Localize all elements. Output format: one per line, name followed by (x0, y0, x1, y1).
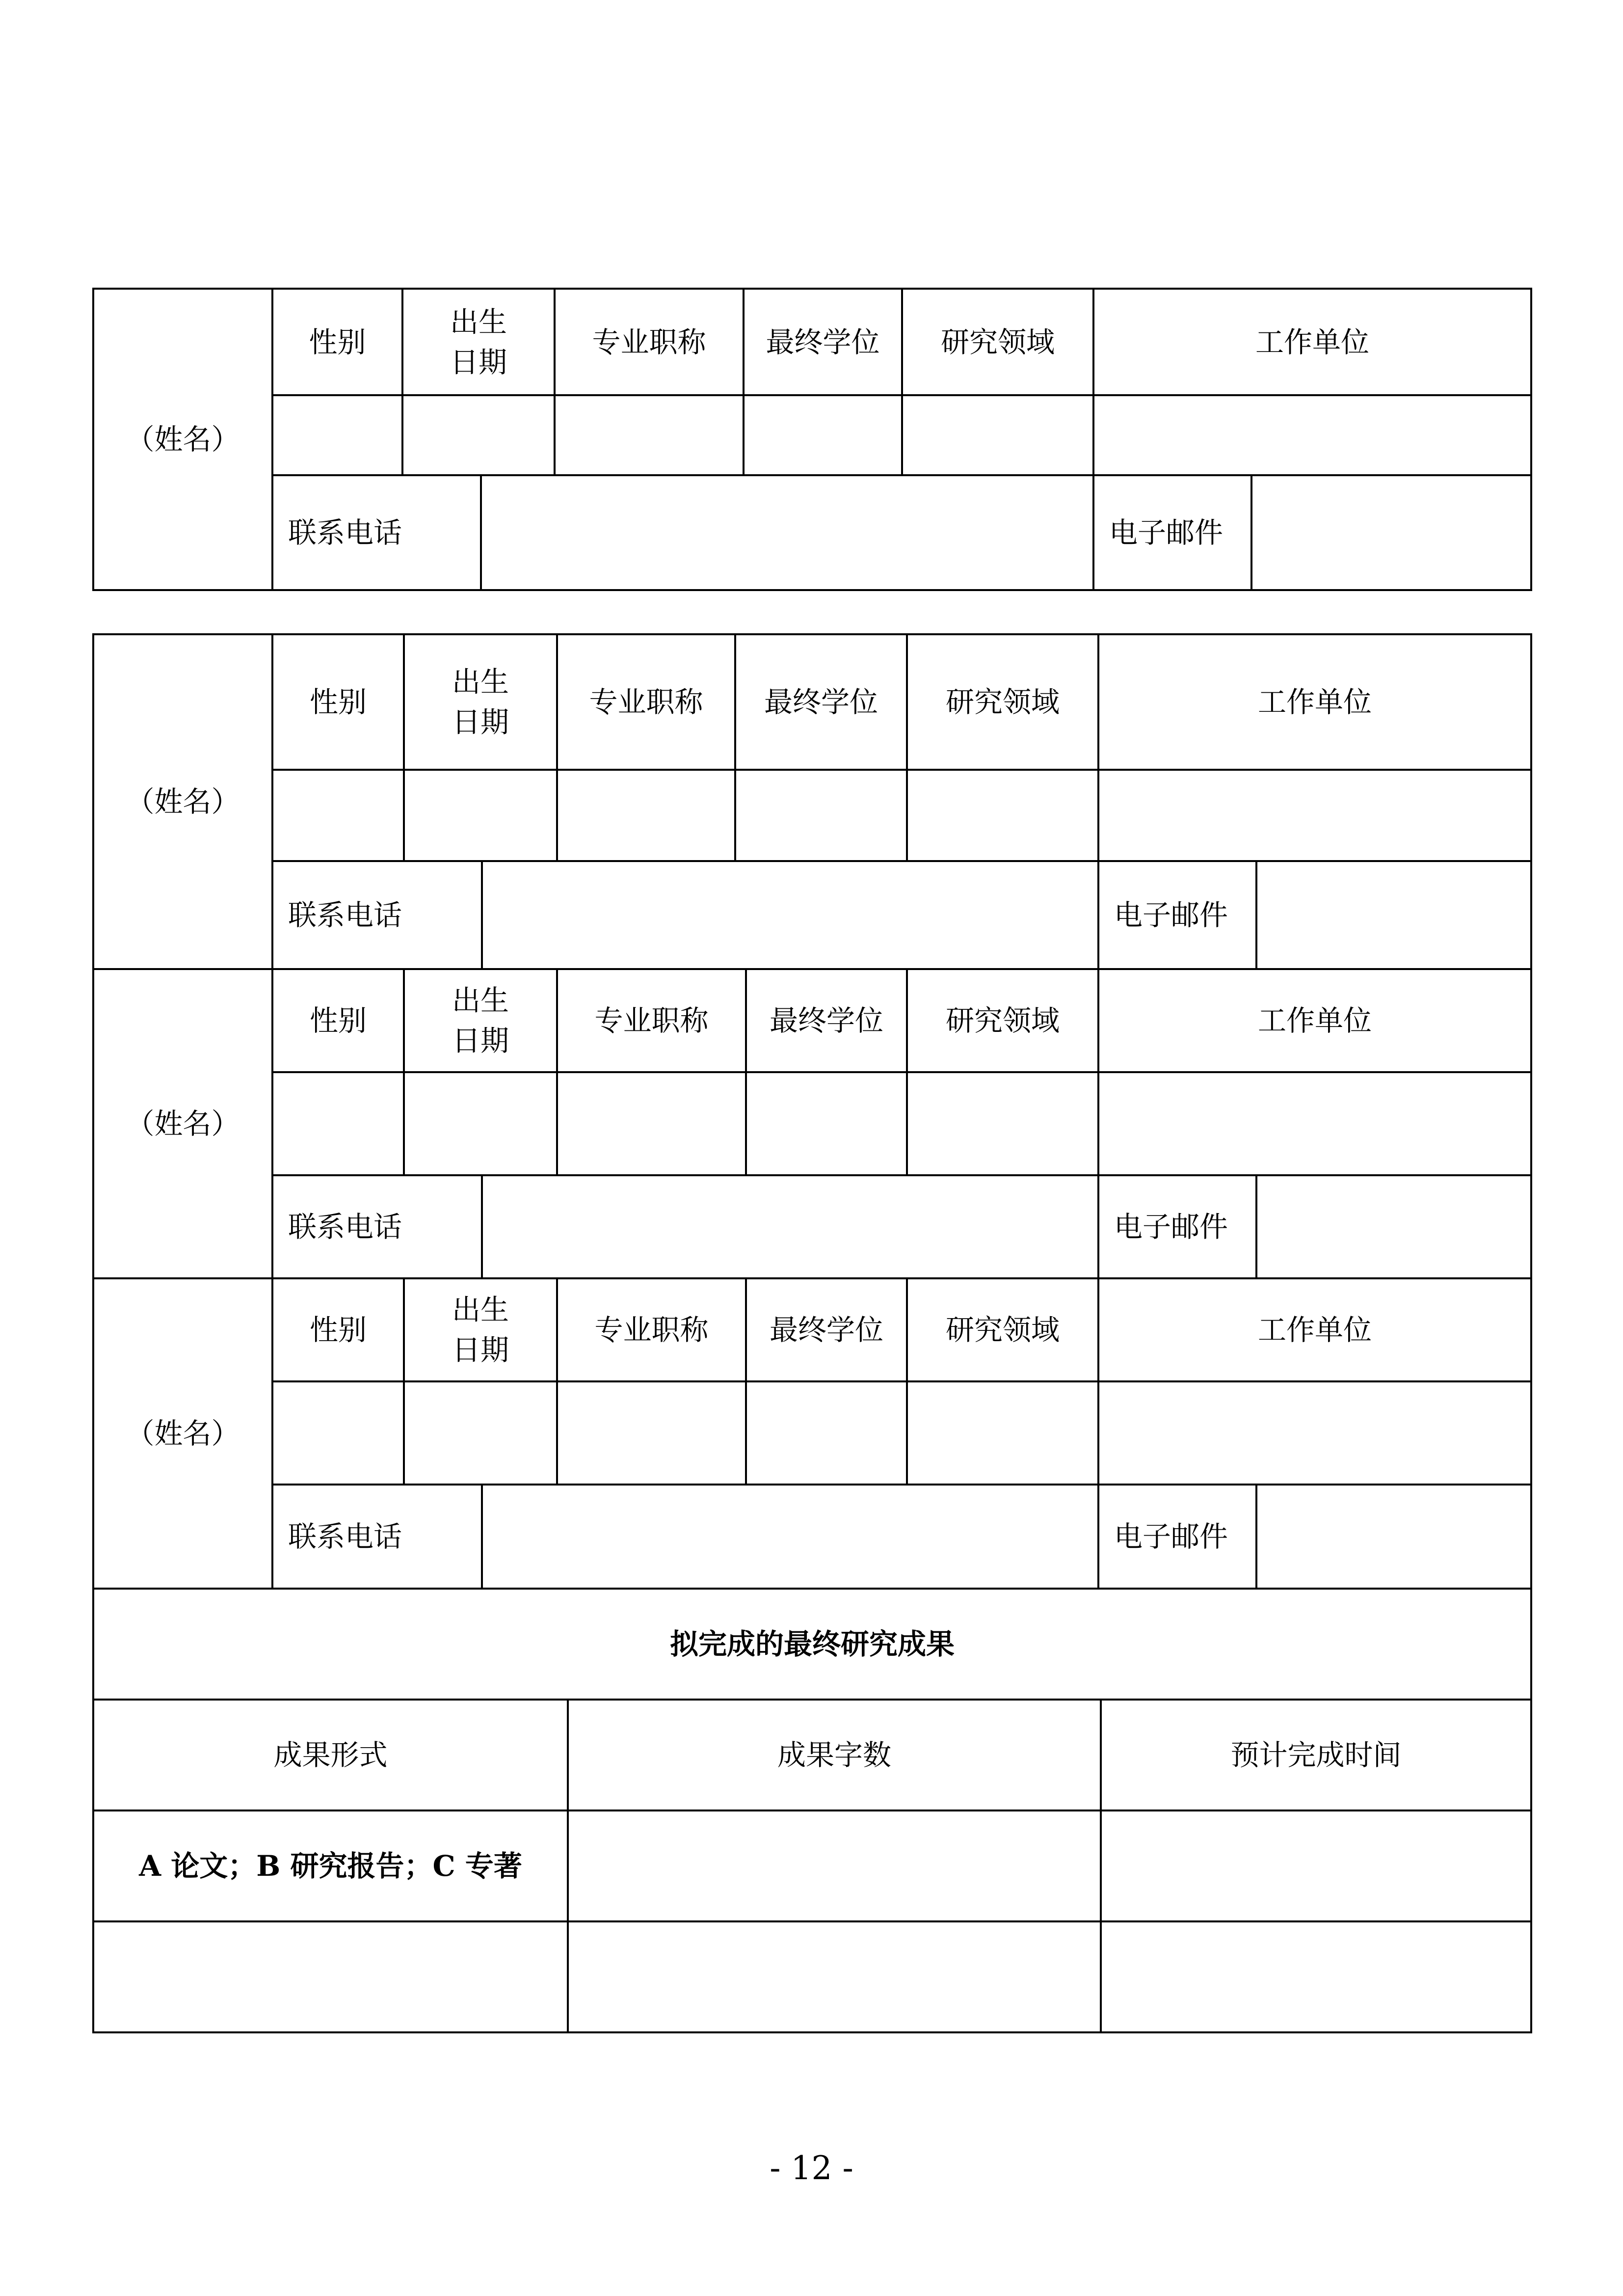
title-label: 专业职称 (589, 685, 703, 719)
phone-label: 联系电话 (288, 1210, 402, 1243)
degree-label: 最终学位 (769, 1313, 883, 1347)
birth-date-line2: 日期 (450, 345, 507, 379)
phone-label: 联系电话 (288, 516, 402, 549)
workplace-label: 工作单位 (1255, 325, 1369, 359)
birth-date-label (404, 634, 557, 770)
degree-label: 最终学位 (766, 325, 880, 359)
workplace-label: 工作单位 (1257, 1313, 1372, 1347)
birth-date-label (402, 289, 555, 395)
results-form-header: 成果形式 (273, 1738, 388, 1772)
phone-label: 联系电话 (288, 1520, 402, 1553)
research-field-label: 研究领域 (945, 1004, 1060, 1037)
degree-label: 最终学位 (769, 1004, 883, 1037)
name-label: （姓名） (126, 423, 240, 456)
research-field-label: 研究领域 (945, 685, 1060, 719)
results-form-options: A 论文；B 研究报告；C 专著 (139, 1849, 522, 1883)
gender-label: 性别 (309, 1313, 367, 1347)
results-heading: 拟完成的最终研究成果 (669, 1627, 955, 1661)
gender-label: 性别 (309, 1004, 367, 1037)
title-label: 专业职称 (594, 1313, 709, 1347)
email-label: 电子邮件 (1114, 1210, 1228, 1243)
gender-label: 性别 (309, 325, 366, 359)
birth-date-line2: 日期 (452, 1333, 509, 1367)
birth-date-line2: 日期 (452, 1024, 509, 1057)
research-field-label: 研究领域 (945, 1313, 1060, 1347)
birth-date-line1: 出生 (452, 665, 509, 699)
name-label: （姓名） (126, 1107, 240, 1140)
email-label: 电子邮件 (1114, 1520, 1228, 1553)
birth-date-line1: 出生 (452, 984, 509, 1017)
phone-label: 联系电话 (288, 898, 402, 932)
page-number: - 12 - (770, 2149, 853, 2187)
degree-label: 最终学位 (764, 685, 878, 719)
results-time-header: 预计完成时间 (1230, 1738, 1402, 1772)
birth-date-line1: 出生 (450, 305, 507, 339)
name-label: （姓名） (126, 785, 240, 818)
email-label: 电子邮件 (1109, 516, 1224, 549)
email-label: 电子邮件 (1114, 898, 1228, 932)
birth-date-line2: 日期 (452, 705, 509, 739)
gender-label: 性别 (309, 685, 367, 719)
results-words-header: 成果字数 (777, 1738, 891, 1772)
research-field-label: 研究领域 (940, 325, 1055, 359)
workplace-label: 工作单位 (1257, 685, 1372, 719)
name-label: （姓名） (126, 1417, 240, 1450)
workplace-label: 工作单位 (1257, 1004, 1372, 1037)
birth-date-label (404, 1278, 557, 1381)
birth-date-line1: 出生 (452, 1293, 509, 1326)
birth-date-label (404, 969, 557, 1072)
title-label: 专业职称 (594, 1004, 709, 1037)
title-label: 专业职称 (592, 325, 706, 359)
